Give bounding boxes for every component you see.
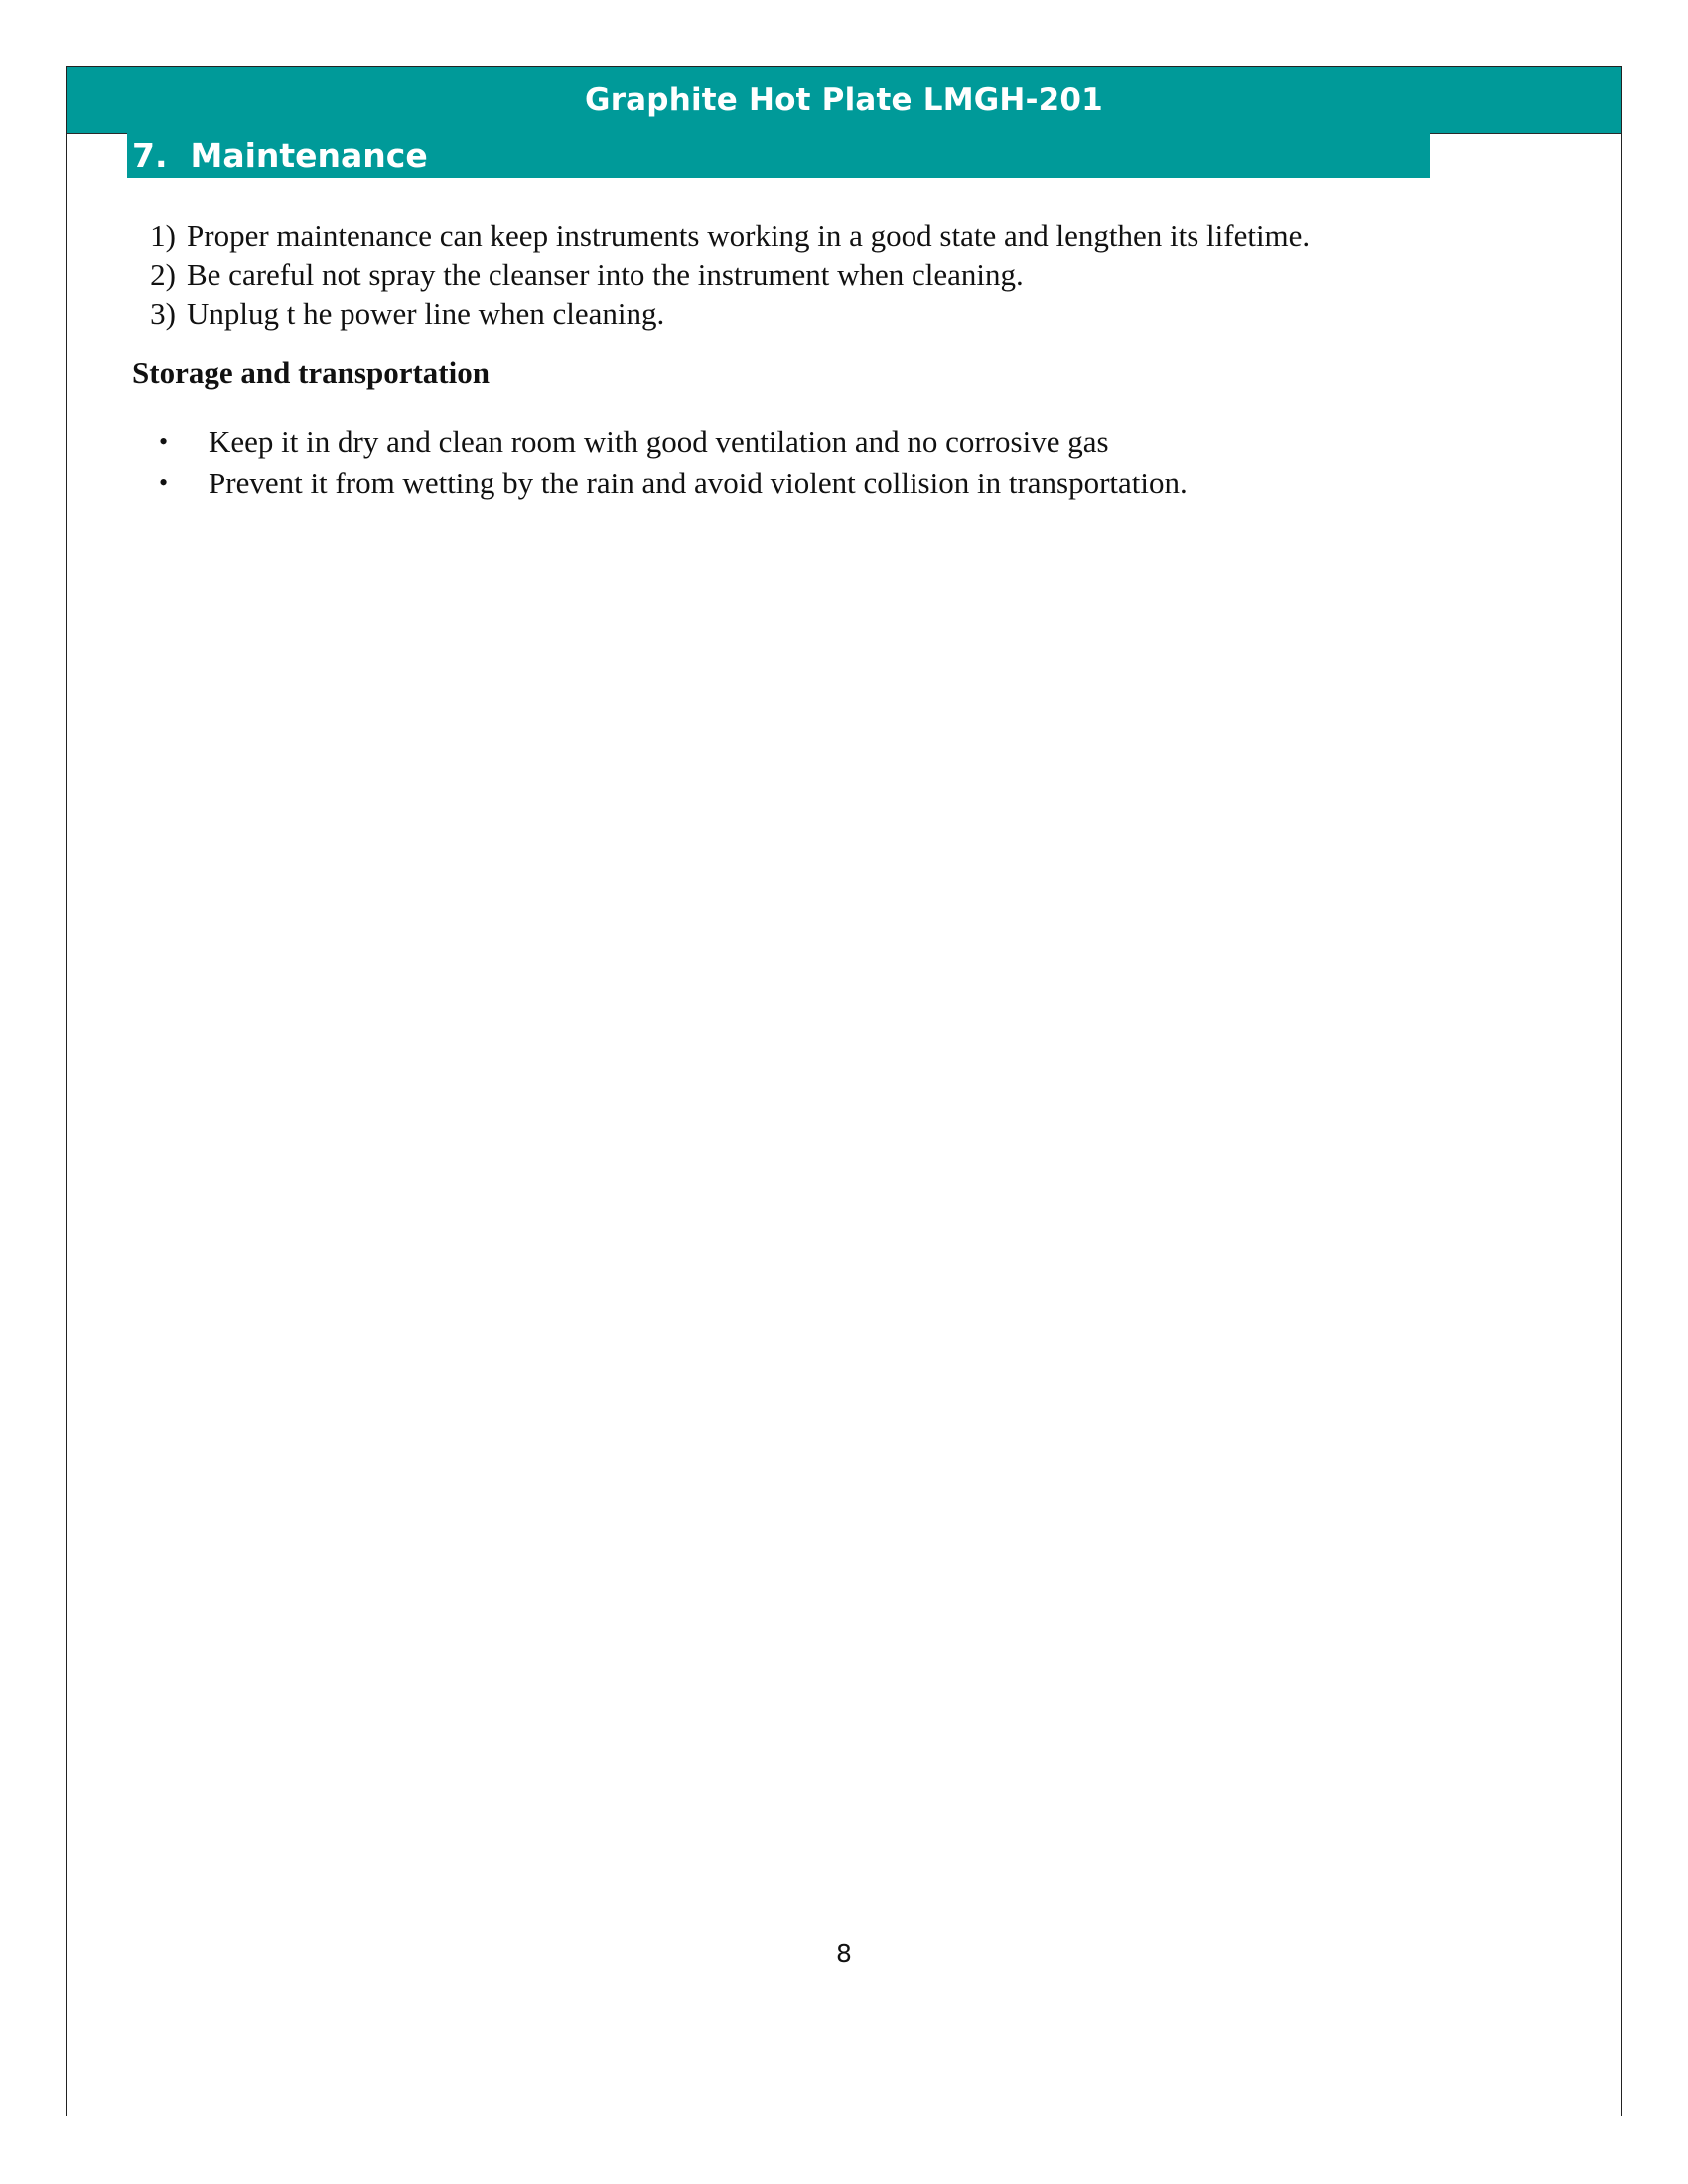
- list-item-number: 2): [150, 257, 176, 292]
- list-item-number: 1): [150, 218, 176, 253]
- list-item: [143, 216, 1310, 255]
- list-item-number: 3): [150, 296, 176, 331]
- page-number: 8: [836, 1939, 852, 1968]
- section-heading-bar: [127, 132, 1430, 178]
- list-item: [143, 255, 1310, 294]
- bullet-icon: •: [159, 469, 169, 497]
- list-item-text: Unplug t he power line when cleaning.: [187, 296, 665, 331]
- storage-list: [159, 421, 1188, 504]
- list-item: [143, 294, 1310, 333]
- list-item-text: Proper maintenance can keep instruments working in a good state and lengthen its lifetime.: [187, 218, 1311, 253]
- document-title: Graphite Hot Plate LMGH-201: [585, 81, 1103, 118]
- list-item-text: Keep it in dry and clean room with good ventilation and no corrosive gas: [209, 424, 1109, 459]
- header-bar: [67, 67, 1621, 134]
- storage-heading: Storage and transportation: [132, 355, 490, 390]
- list-item: [159, 463, 1188, 504]
- list-item-text: Prevent it from wetting by the rain and avoid violent collision in transportation.: [209, 466, 1188, 500]
- list-item-text: Be careful not spray the cleanser into the instrument when cleaning.: [187, 257, 1024, 292]
- maintenance-list: [143, 216, 1310, 333]
- list-item: [159, 421, 1188, 463]
- section-title: 7. Maintenance: [132, 135, 428, 175]
- bullet-icon: •: [159, 427, 169, 456]
